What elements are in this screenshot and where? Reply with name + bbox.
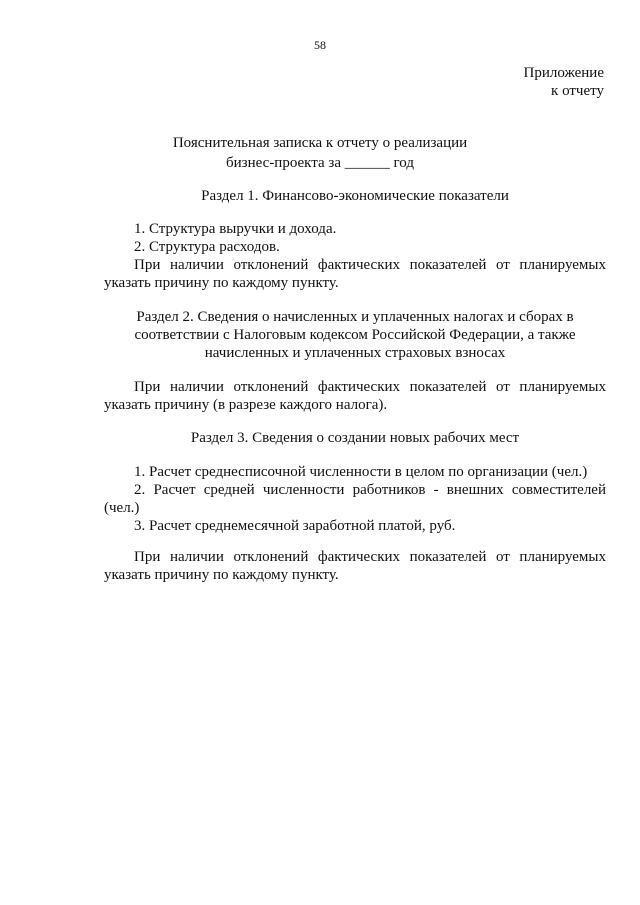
appendix-line-2: к отчету xyxy=(551,83,604,99)
title-line-2: бизнес-проекта за ______ год xyxy=(226,155,414,171)
section-2-heading-line-2: соответствии с Налоговым кодексом Российской Федерации, а также xyxy=(134,327,576,343)
section-1-body xyxy=(104,220,606,292)
section-2-note: При наличии отклонений фактических показателей от планируемых указать причину (в разрезе каждого налога). xyxy=(104,379,606,413)
document-title xyxy=(0,133,640,173)
section-2-heading-line-1: Раздел 2. Сведения о начисленных и уплаченных налогах и сборах в xyxy=(136,309,574,325)
page-number: 58 xyxy=(314,38,326,52)
section-2-body xyxy=(104,378,606,414)
section-1-note: При наличии отклонений фактических показателей от планируемых указать причину по каждому пункту. xyxy=(104,257,606,291)
section-3-item-2: 2. Расчет средней численности работников - внешних совместителей (чел.) xyxy=(104,482,606,516)
section-1-item-2: 2. Структура расходов. xyxy=(134,239,280,255)
section-2-heading xyxy=(104,308,606,362)
section-3-item-3: 3. Расчет среднемесячной заработной платой, руб. xyxy=(134,518,456,534)
appendix-label xyxy=(523,64,604,100)
appendix-line-1: Приложение xyxy=(523,65,604,81)
section-1-item-1: 1. Структура выручки и дохода. xyxy=(134,221,337,237)
title-line-1: Пояснительная записка к отчету о реализации xyxy=(172,135,468,151)
section-3-note-block xyxy=(104,548,606,584)
section-3-item-1: 1. Расчет среднесписочной численности в целом по организации (чел.) xyxy=(134,464,588,480)
section-3-body xyxy=(104,463,606,535)
section-1-heading: Раздел 1. Финансово-экономические показатели xyxy=(201,188,509,204)
section-2-heading-line-3: начисленных и уплаченных страховых взносах xyxy=(204,345,506,361)
section-3-heading: Раздел 3. Сведения о создании новых рабочих мест xyxy=(190,430,520,446)
section-3-note: При наличии отклонений фактических показателей от планируемых указать причину по каждому пункту. xyxy=(104,549,606,583)
